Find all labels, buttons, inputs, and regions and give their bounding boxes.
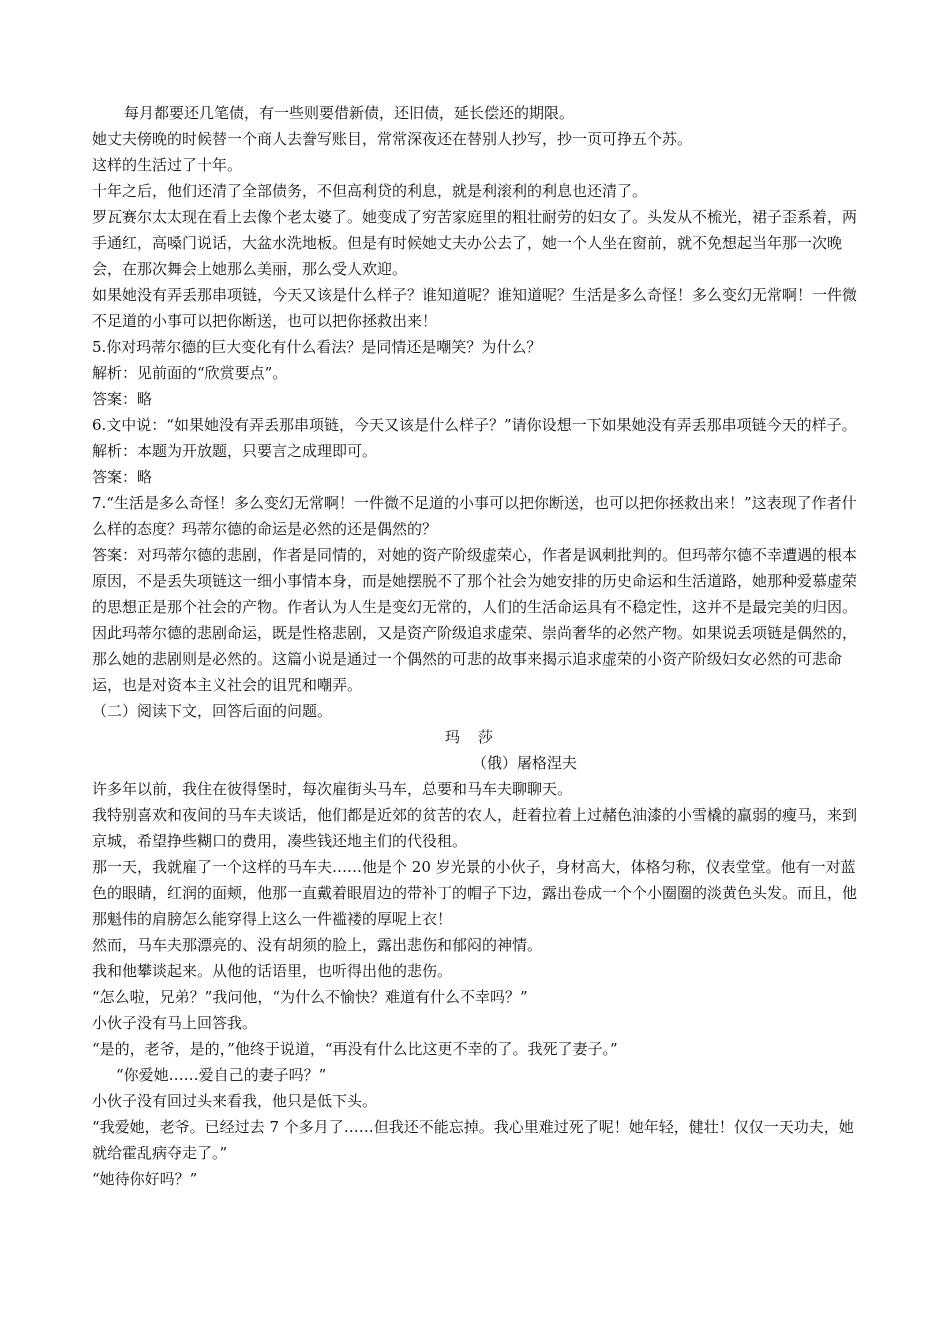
story-paragraph: 我特别喜欢和夜间的马车夫谈话，他们都是近郊的贫苦的农人，赶着拉着上过赭色油漆的小雪橇的羸弱的瘦马，来到京城，希望挣些糊口的费用，凑些钱还地主们的代役租。 xyxy=(92,806,858,850)
section-heading: （二）阅读下文，回答后面的问题。 xyxy=(92,702,333,720)
story-paragraph: 小伙子没有马上回答我。 xyxy=(92,1014,258,1032)
story-title: 玛莎 xyxy=(444,728,511,746)
question-5: 5.你对玛蒂尔德的巨大变化有什么看法？是同情还是嘲笑？为什么？ xyxy=(92,338,542,356)
analysis-5: 解析：见前面的“欣赏要点”。 xyxy=(92,364,288,382)
story-paragraph: 小伙子没有回过头来看我，他只是低下头。 xyxy=(92,1092,378,1110)
analysis-6: 解析：本题为开放题，只要言之成理即可。 xyxy=(92,442,378,460)
question-6: 6.文中说：“如果她没有弄丢那串项链，今天又该是什么样子？”请你设想一下如果她没有弄丢那串项链今天的样子。 xyxy=(92,416,857,434)
story-paragraph: “她待你好吗？” xyxy=(92,1170,198,1188)
story-paragraph: 那一天，我就雇了一个这样的马车夫……他是个 20 岁光景的小伙子，身材高大，体格匀称，仪表堂堂。他有一对蓝色的眼睛，红润的面颊，他那一直戴着眼眉边的带补丁的帽子下边，露出卷成一个个小圈圈的淡黄色头发。而且，他那魁伟的肩膀怎么能穿得上这么一件褴褛的厚呢上衣！ xyxy=(92,858,858,928)
story-paragraph: “怎么啦，兄弟？”我问他，“为什么不愉快？难道有什么不幸吗？” xyxy=(92,988,528,1006)
story-paragraph: 然而，马车夫那漂亮的、没有胡须的脸上，露出悲伤和郁闷的神情。 xyxy=(92,936,543,954)
answer-6: 答案：略 xyxy=(92,468,153,486)
story-paragraph: 许多年以前，我住在彼得堡时，每次雇街头马车，总要和马车夫聊聊天。 xyxy=(92,780,573,798)
story-paragraph: “你爱她……爱自己的妻子吗？” xyxy=(116,1066,327,1084)
story-paragraph: “是的，老爷，是的，”他终于说道，“再没有什么比这更不幸的了。我死了妻子。” xyxy=(92,1040,618,1058)
paragraph: 如果她没有弄丢那串项链，今天又该是什么样子？谁知道呢？谁知道呢？生活是多么奇怪！多么变幻无常啊！一件微不足道的小事可以把你断送，也可以把你拯救出来！ xyxy=(92,286,858,330)
paragraph: 罗瓦赛尔太太现在看上去像个老太婆了。她变成了穷苦家庭里的粗壮耐劳的妇女了。头发从不梳光，裙子歪系着，两手通红，高嗓门说话，大盆水洗地板。但是有时候她丈夫办公去了，她一个人坐在窗前，就不免想起当年那一次晚会，在那次舞会上她那么美丽，那么受人欢迎。 xyxy=(92,208,858,278)
paragraph: 她丈夫傍晚的时候替一个商人去誊写账目，常常深夜还在替别人抄写，抄一页可挣五个苏。 xyxy=(92,130,693,148)
story-paragraph: “我爱她，老爷。已经过去 7 个多月了……但我还不能忘掉。我心里难过死了呢！她年轻，健壮！仅仅一天功夫，她就给霍乱病夺走了。” xyxy=(92,1118,854,1162)
answer-7: 答案：对玛蒂尔德的悲剧，作者是同情的，对她的资产阶级虚荣心，作者是讽刺批判的。但玛蒂尔德不幸遭遇的根本原因，不是丢失项链这一细小事情本身，而是她摆脱不了那个社会为她安排的历史命运和生活道路，她那种爱慕虚荣的思想正是那个社会的产物。作者认为人生是变幻无常的，人们的生活命运具有不稳定性，这并不是最完美的归因。因此玛蒂尔德的悲剧命运，既是性格悲剧，又是资产阶级追求虚荣、崇尚奢华的必然产物。如果说丢项链是偶然的，那么她的悲剧则是必然的。这篇小说是通过一个偶然的可悲的故事来揭示追求虚荣的小资产阶级妇女必然的可悲命运，也是对资本主义社会的诅咒和嘲弄。 xyxy=(92,546,858,694)
paragraph: 十年之后，他们还清了全部债务，不但高利贷的利息，就是利滚利的利息也还清了。 xyxy=(92,182,648,200)
document-body xyxy=(92,100,864,1192)
paragraph: 这样的生活过了十年。 xyxy=(92,156,243,174)
story-paragraph: 我和他攀谈起来。从他的话语里，也听得出他的悲伤。 xyxy=(92,962,453,980)
answer-5: 答案：略 xyxy=(92,390,153,408)
paragraph: 每月都要还几笔债，有一些则要借新债，还旧债，延长偿还的期限。 xyxy=(124,104,575,122)
question-7: 7.“生活是多么奇怪！多么变幻无常啊！一件微不足道的小事可以把你断送，也可以把你拯救出来！”这表现了作者什么样的态度？玛蒂尔德的命运是必然的还是偶然的？ xyxy=(92,494,857,538)
story-author: （俄）屠格涅夫 xyxy=(472,754,578,772)
